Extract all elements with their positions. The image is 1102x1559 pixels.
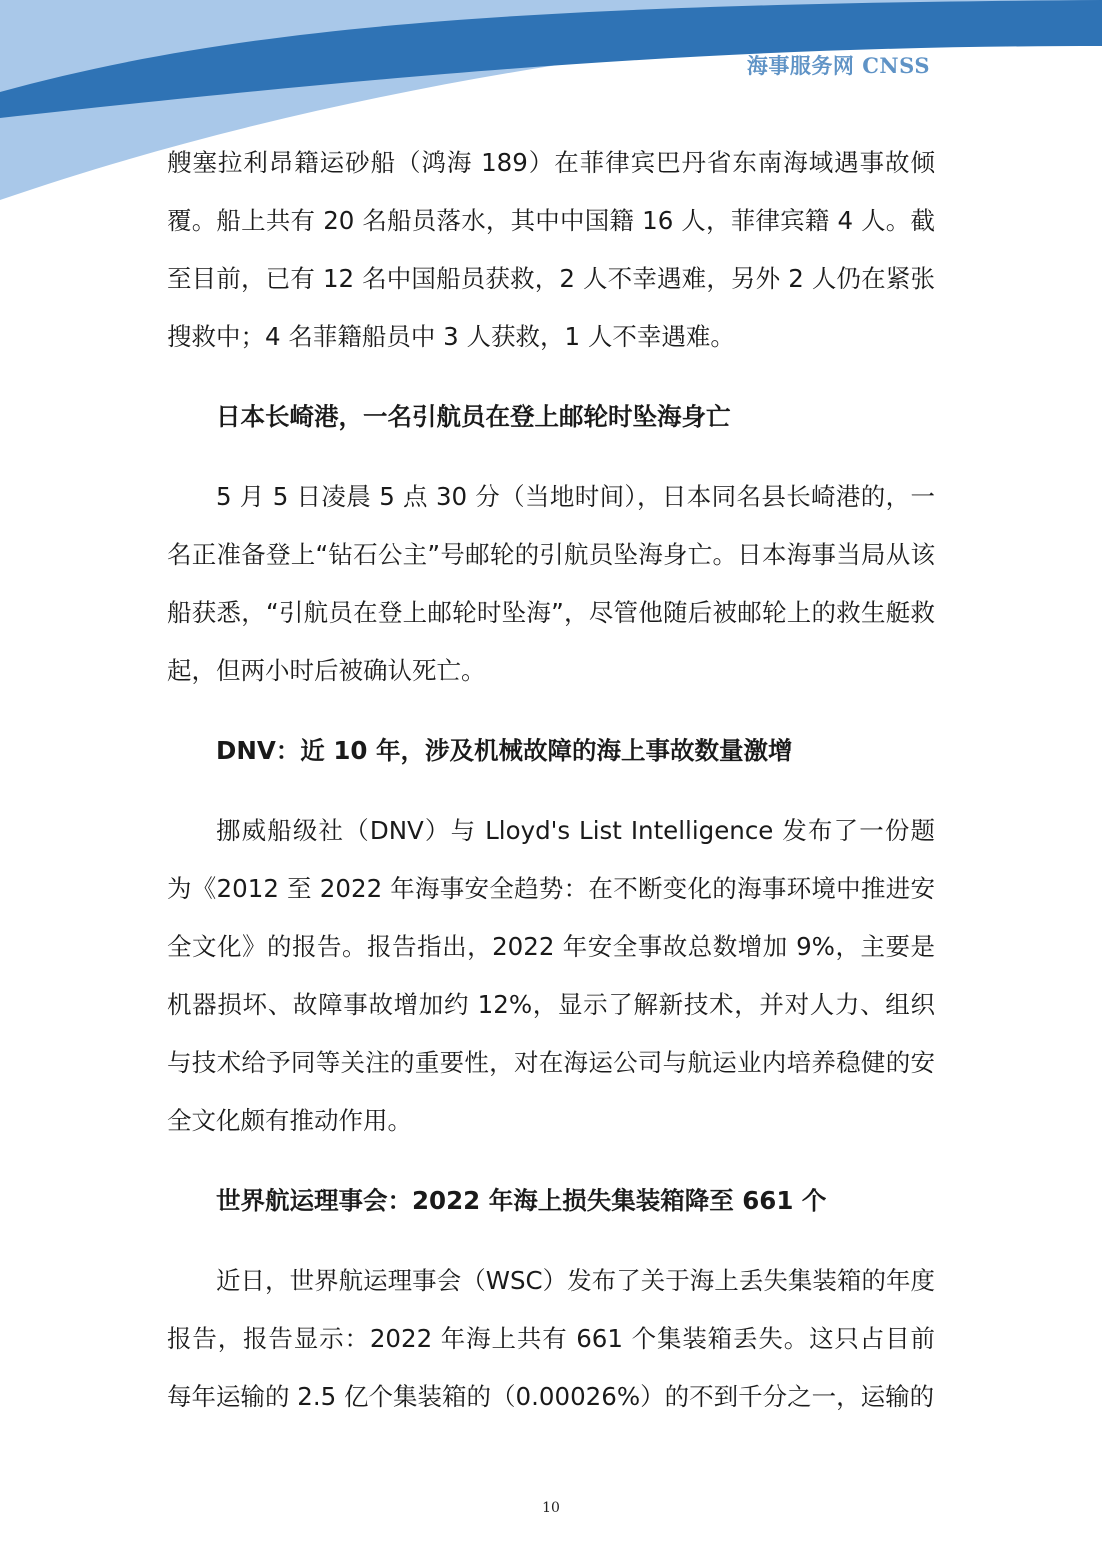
article-paragraph: 近日，世界航运理事会（WSC）发布了关于海上丢失集装箱的年度报告，报告显示：2022 年海上共有 661 个集装箱丢失。这只占目前每年运输的 2.5 亿个集装箱的（0.00026%）的不到千分之一，运输的 [167, 1266, 935, 1411]
section-heading: DNV：近 10 年，涉及机械故障的海上事故数量激增 [216, 736, 793, 765]
article-paragraph: 艘塞拉利昂籍运砂船（鸿海 189）在菲律宾巴丹省东南海域遇事故倾覆。船上共有 20 名船员落水，其中中国籍 16 人，菲律宾籍 4 人。截至目前，已有 12 名中国船员获救，2 人不幸遇难，另外 2 人仍在紧张搜救中；4 名菲籍船员中 3 人获救，1 人不幸遇难。 [167, 148, 935, 351]
section-heading: 世界航运理事会：2022 年海上损失集装箱降至 661 个 [216, 1186, 827, 1215]
page-number: 10 [542, 1500, 560, 1516]
article-body [167, 134, 935, 1426]
article-paragraph: 5 月 5 日凌晨 5 点 30 分（当地时间），日本同名县长崎港的，一名正准备登上“钻石公主”号邮轮的引航员坠海身亡。日本海事当局从该船获悉，“引航员在登上邮轮时坠海”，尽管他随后被邮轮上的救生艇救起，但两小时后被确认死亡。 [167, 482, 935, 685]
article-paragraph: 挪威船级社（DNV）与 Lloyd's List Intelligence 发布了一份题为《2012 至 2022 年海事安全趋势：在不断变化的海事环境中推进安全文化》的报告。报告指出，2022 年安全事故总数增加 9%，主要是机器损坏、故障事故增加约 12%，显示了解新技术，并对人力、组织与技术给予同等关注的重要性，对在海运公司与航运业内培养稳健的安全文化颇有推动作用。 [167, 816, 935, 1135]
section-heading: 日本长崎港，一名引航员在登上邮轮时坠海身亡 [216, 402, 731, 431]
header-brand: 海事服务网 CNSS [746, 53, 930, 78]
